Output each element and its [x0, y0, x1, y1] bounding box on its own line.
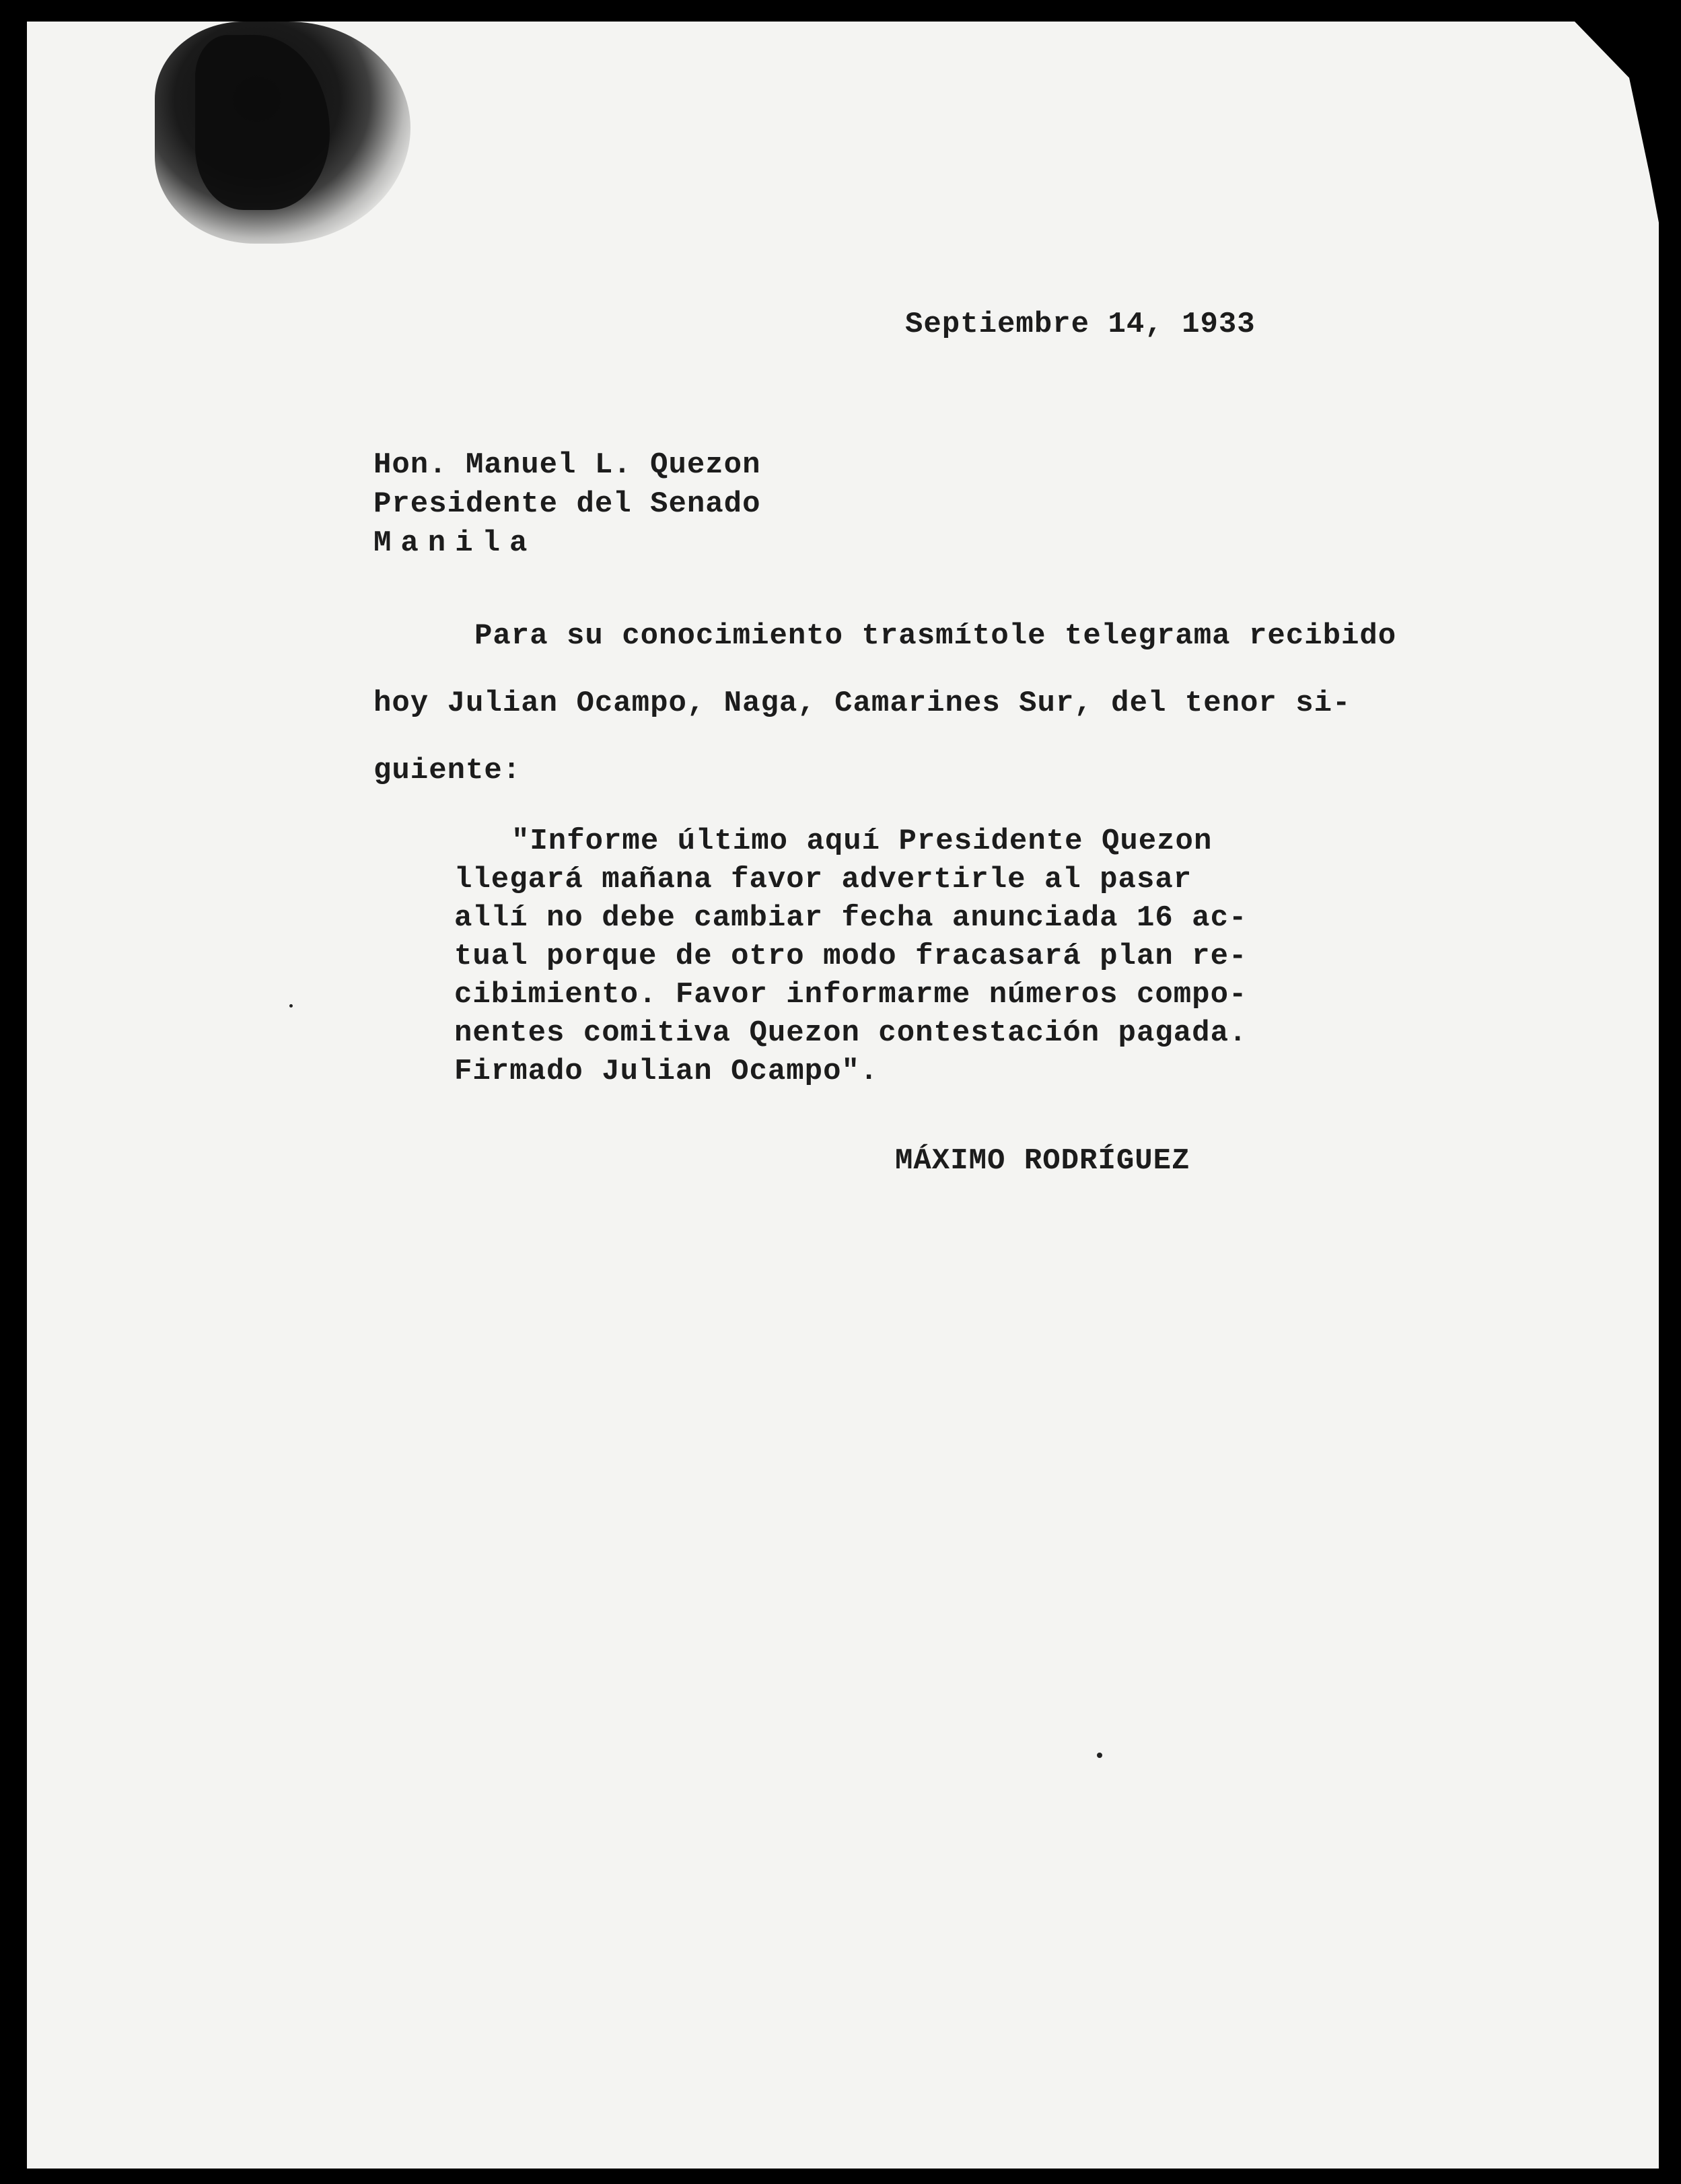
signature-name: MÁXIMO RODRÍGUEZ: [895, 1144, 1190, 1178]
letter-page: [27, 22, 1659, 2169]
paper-speck: [289, 1004, 293, 1008]
telegram-quote-line: allí no debe cambiar fecha anunciada 16 ac-: [454, 901, 1248, 935]
recipient-title: Presidente del Senado: [373, 487, 761, 521]
telegram-quote-line: nentes comitiva Quezon contestación pagada.: [454, 1016, 1248, 1050]
telegram-quote-line: cibimiento. Favor informarme números compo-: [454, 978, 1248, 1012]
paper-speck: [1097, 1753, 1102, 1758]
body-line: Para su conocimiento trasmítole telegrama recibido: [474, 619, 1397, 653]
torn-corner: [1575, 22, 1659, 277]
telegram-quote-line: llegará mañana favor advertirle al pasar: [454, 863, 1192, 896]
body-line: hoy Julian Ocampo, Naga, Camarines Sur, del tenor si-: [373, 686, 1351, 720]
letter-date: Septiembre 14, 1933: [905, 308, 1256, 341]
recipient-city: Manila: [373, 526, 537, 560]
telegram-quote-line: tual porque de otro modo fracasará plan re-: [454, 940, 1248, 973]
recipient-name: Hon. Manuel L. Quezon: [373, 448, 761, 482]
body-line: guiente:: [373, 754, 522, 787]
telegram-quote-line: "Informe último aquí Presidente Quezon: [511, 824, 1213, 858]
telegram-quote-line: Firmado Julian Ocampo".: [454, 1055, 879, 1088]
